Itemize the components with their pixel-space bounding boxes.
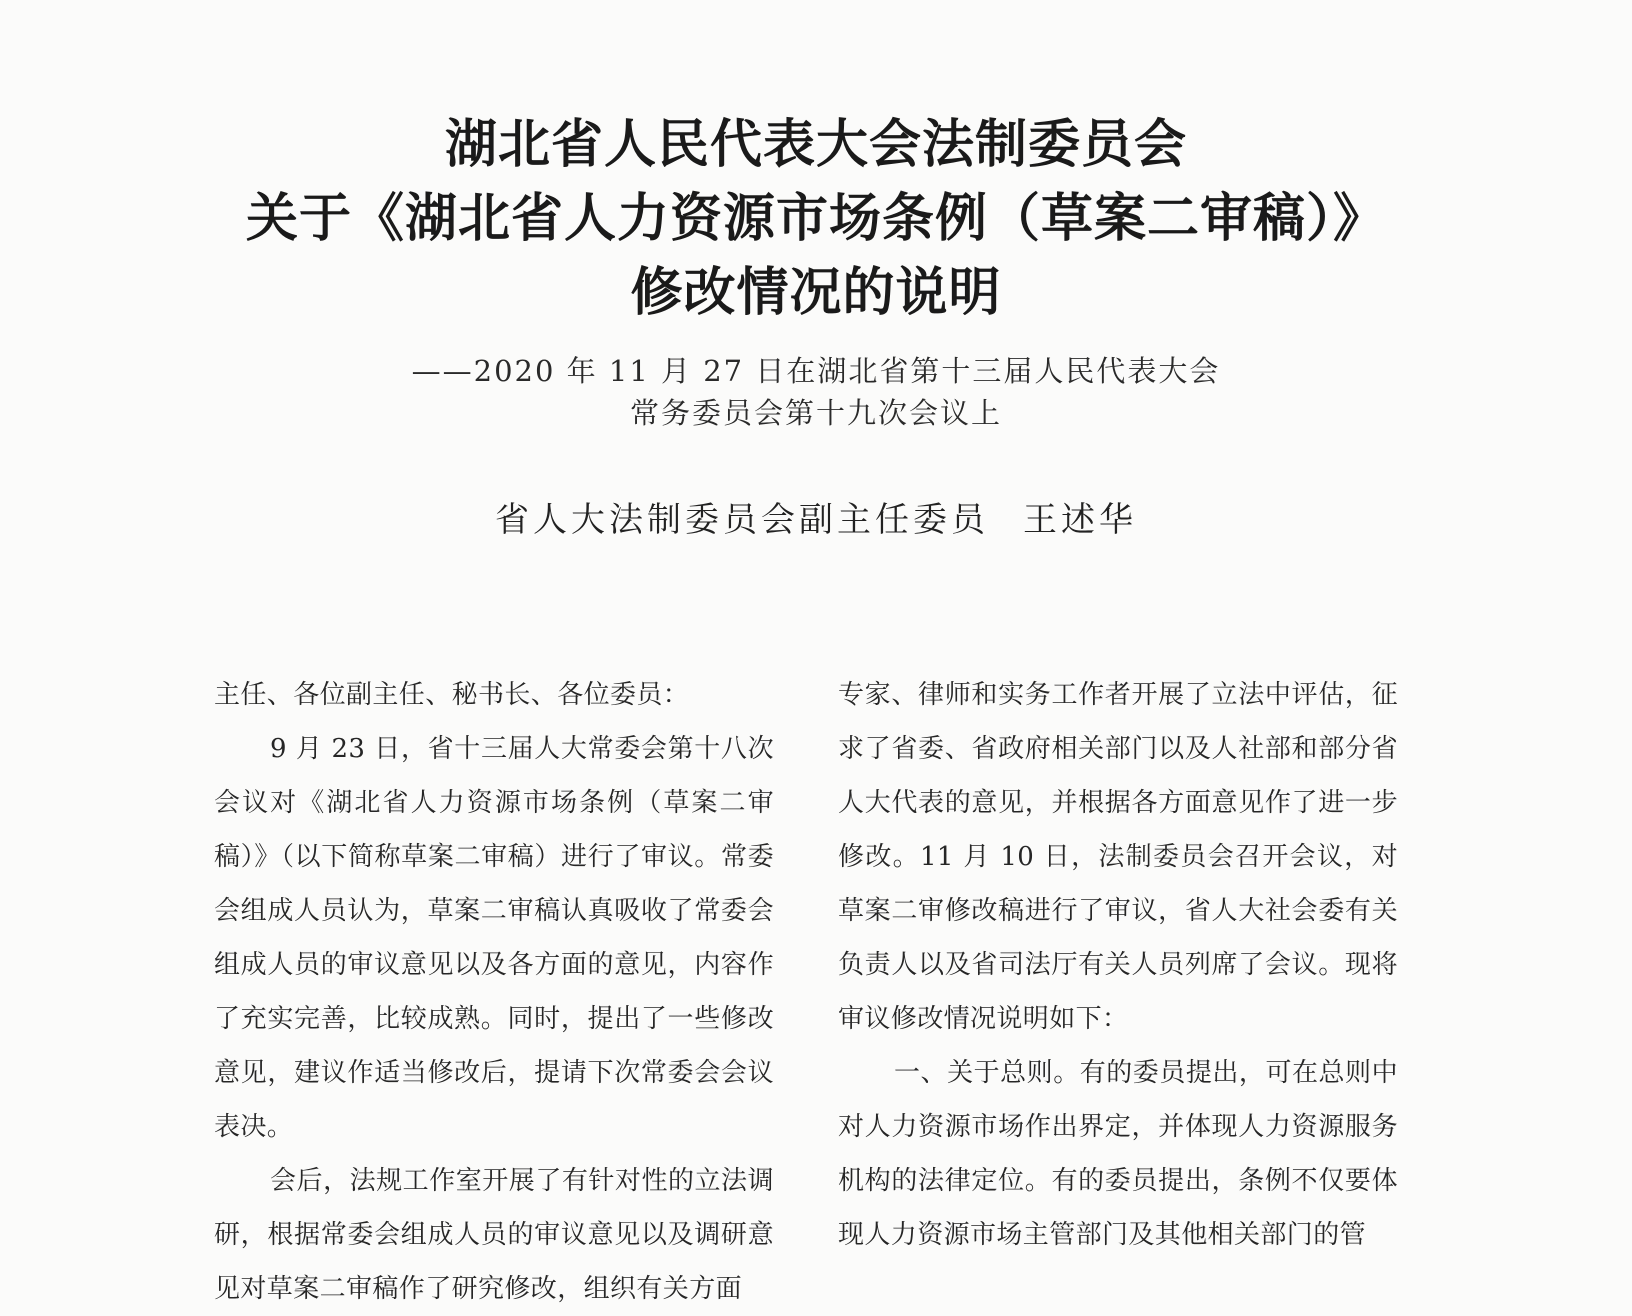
title-line-3: 修改情况的说明 <box>630 263 1002 323</box>
document-title <box>0 108 1632 330</box>
author-line <box>0 498 1632 542</box>
title-line-1: 湖北省人民代表大会法制委员会 <box>444 115 1187 175</box>
subtitle-line-1: ——2020 年 11 月 27 日在湖北省第十三届人民代表大会 <box>411 354 1221 388</box>
salutation: 主任、各位副主任、秘书长、各位委员： <box>214 680 690 710</box>
right-column <box>838 668 1398 1262</box>
subtitle-line-2: 常务委员会第十九次会议上 <box>629 396 1002 430</box>
left-paragraph-1: 9 月 23 日，省十三届人大常委会第十八次会议对《湖北省人力资源市场条例（草案二审稿）》（以下简称草案二审稿）进行了审议。常委会组成人员认为，草案二审稿认真吸收了常委会组成人员的审议意见以及各方面的意见，内容作了充实完善，比较成熟。同时，提出了一些修改意见，建议作适当修改后，提请下次常委会会议表决。 <box>214 734 774 1142</box>
right-paragraph-2: 一、关于总则。有的委员提出，可在总则中对人力资源市场作出界定，并体现人力资源服务机构的法律定位。有的委员提出，条例不仅要体现人力资源市场主管部门及其他相关部门的管 <box>838 1058 1398 1250</box>
title-line-2: 关于《湖北省人力资源市场条例（草案二审稿）》 <box>245 189 1386 249</box>
author-position: 省人大法制委员会副主任委员 <box>495 500 989 540</box>
left-column <box>214 668 774 1316</box>
left-paragraph-2: 会后，法规工作室开展了有针对性的立法调研，根据常委会组成人员的审议意见以及调研意见对草案二审稿作了研究修改，组织有关方面 <box>214 1166 774 1304</box>
author-name: 王述华 <box>1023 500 1137 540</box>
right-paragraph-1: 专家、律师和实务工作者开展了立法中评估，征求了省委、省政府相关部门以及人社部和部分省人大代表的意见，并根据各方面意见作了进一步修改。11 月 10 日，法制委员会召开会议，对草案二审修改稿进行了审议，省人大社会委有关负责人以及省司法厅有关人员列席了会议。现将审议修改情况说明如下： <box>838 680 1398 1034</box>
document-subtitle <box>0 350 1632 434</box>
